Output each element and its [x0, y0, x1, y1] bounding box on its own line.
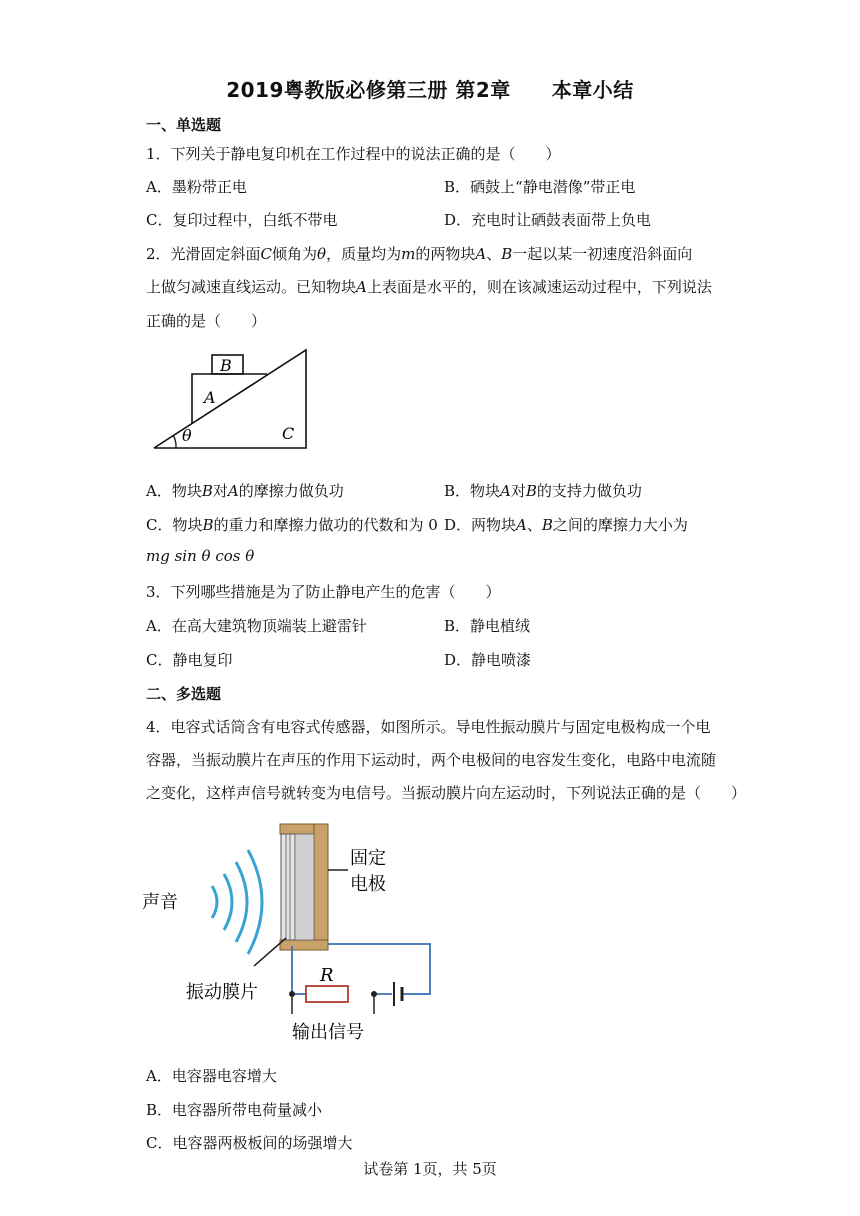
q1-option-b: B．硒鼓上“静电潜像”带正电: [444, 178, 636, 196]
q1-option-d: D．充电时让硒鼓表面带上负电: [444, 211, 652, 229]
q2-option-b: B．物块A对B的支持力做负功: [444, 482, 642, 500]
q3-stem: 3．下列哪些措施是为了防止静电产生的危害（ ）: [146, 583, 501, 601]
q4-stem-line1: 4．电容式话筒含有电容式传感器，如图所示。导电性振动膜片与固定电极构成一个电: [146, 718, 711, 736]
air-gap: [295, 834, 314, 940]
label-r: R: [320, 965, 334, 986]
q2-option-d: D．两物块A、B之间的摩擦力大小为: [444, 516, 688, 534]
q3-option-c: C．静电复印: [146, 651, 233, 669]
sound-wave-icon: [212, 850, 262, 954]
label-fixed-2: 电极: [350, 874, 386, 895]
label-a: A: [204, 388, 216, 407]
q3-option-b: B．静电植绒: [444, 617, 531, 635]
label-sound: 声音: [142, 892, 178, 913]
fixed-electrode: [314, 824, 328, 950]
page-footer: 试卷第 1页，共 5页: [363, 1160, 497, 1178]
microphone-figure: [130, 820, 440, 1050]
pointer-diaphragm: [254, 938, 286, 966]
section-single-choice: 一、单选题: [146, 116, 222, 134]
q1-option-a: A．墨粉带正电: [146, 178, 247, 196]
q2-stem-line3: 正确的是（ ）: [146, 312, 267, 330]
q2-option-c: C．物块B的重力和摩擦力做功的代数和为 0: [146, 516, 438, 534]
label-diaphragm: 振动膜片: [186, 982, 258, 1003]
label-output: 输出信号: [292, 1022, 364, 1043]
q2-option-a: A．物块B对A的摩擦力做负功: [146, 482, 344, 500]
q4-option-a: A．电容器电容增大: [146, 1067, 277, 1085]
q4-stem-line3: 之变化，这样声信号就转变为电信号。当振动膜片向左运动时，下列说法正确的是（ ）: [146, 784, 747, 802]
electrode-bottom: [280, 940, 328, 950]
q4-option-c: C．电容器两极板间的场强增大: [146, 1134, 353, 1152]
q3-option-d: D．静电喷漆: [444, 651, 532, 669]
q4-option-b: B．电容器所带电荷量减小: [146, 1101, 323, 1119]
q3-option-a: A．在高大建筑物顶端装上避雷针: [146, 617, 367, 635]
label-b: B: [220, 356, 232, 375]
diaphragm: [281, 834, 295, 940]
label-c: C: [282, 424, 295, 443]
q4-stem-line2: 容器，当振动膜片在声压的作用下运动时，两个电极间的电容发生变化，电路中电流随: [146, 751, 717, 769]
q1-stem: 1．下列关于静电复印机在工作过程中的说法正确的是（ ）: [146, 145, 561, 163]
q1-option-c: C．复印过程中，白纸不带电: [146, 211, 338, 229]
angle-arc: [173, 435, 176, 448]
q2-stem-line2: 上做匀减速直线运动。已知物块A上表面是水平的，则在该减速运动过程中，下列说法: [146, 278, 712, 296]
resistor: [306, 986, 348, 1002]
q2-option-d-formula: mg sin θ cos θ: [146, 547, 255, 565]
label-fixed-1: 固定: [350, 848, 386, 869]
label-theta: θ: [182, 426, 192, 445]
section-multi-choice: 二、多选题: [146, 685, 222, 703]
incline-figure: [148, 344, 318, 456]
page-title: 2019粤教版必修第三册 第2章 本章小结: [226, 78, 634, 102]
q2-stem-line1: 2．光滑固定斜面C倾角为θ，质量均为m的两物块A、B一起以某一初速度沿斜面向: [146, 245, 693, 263]
